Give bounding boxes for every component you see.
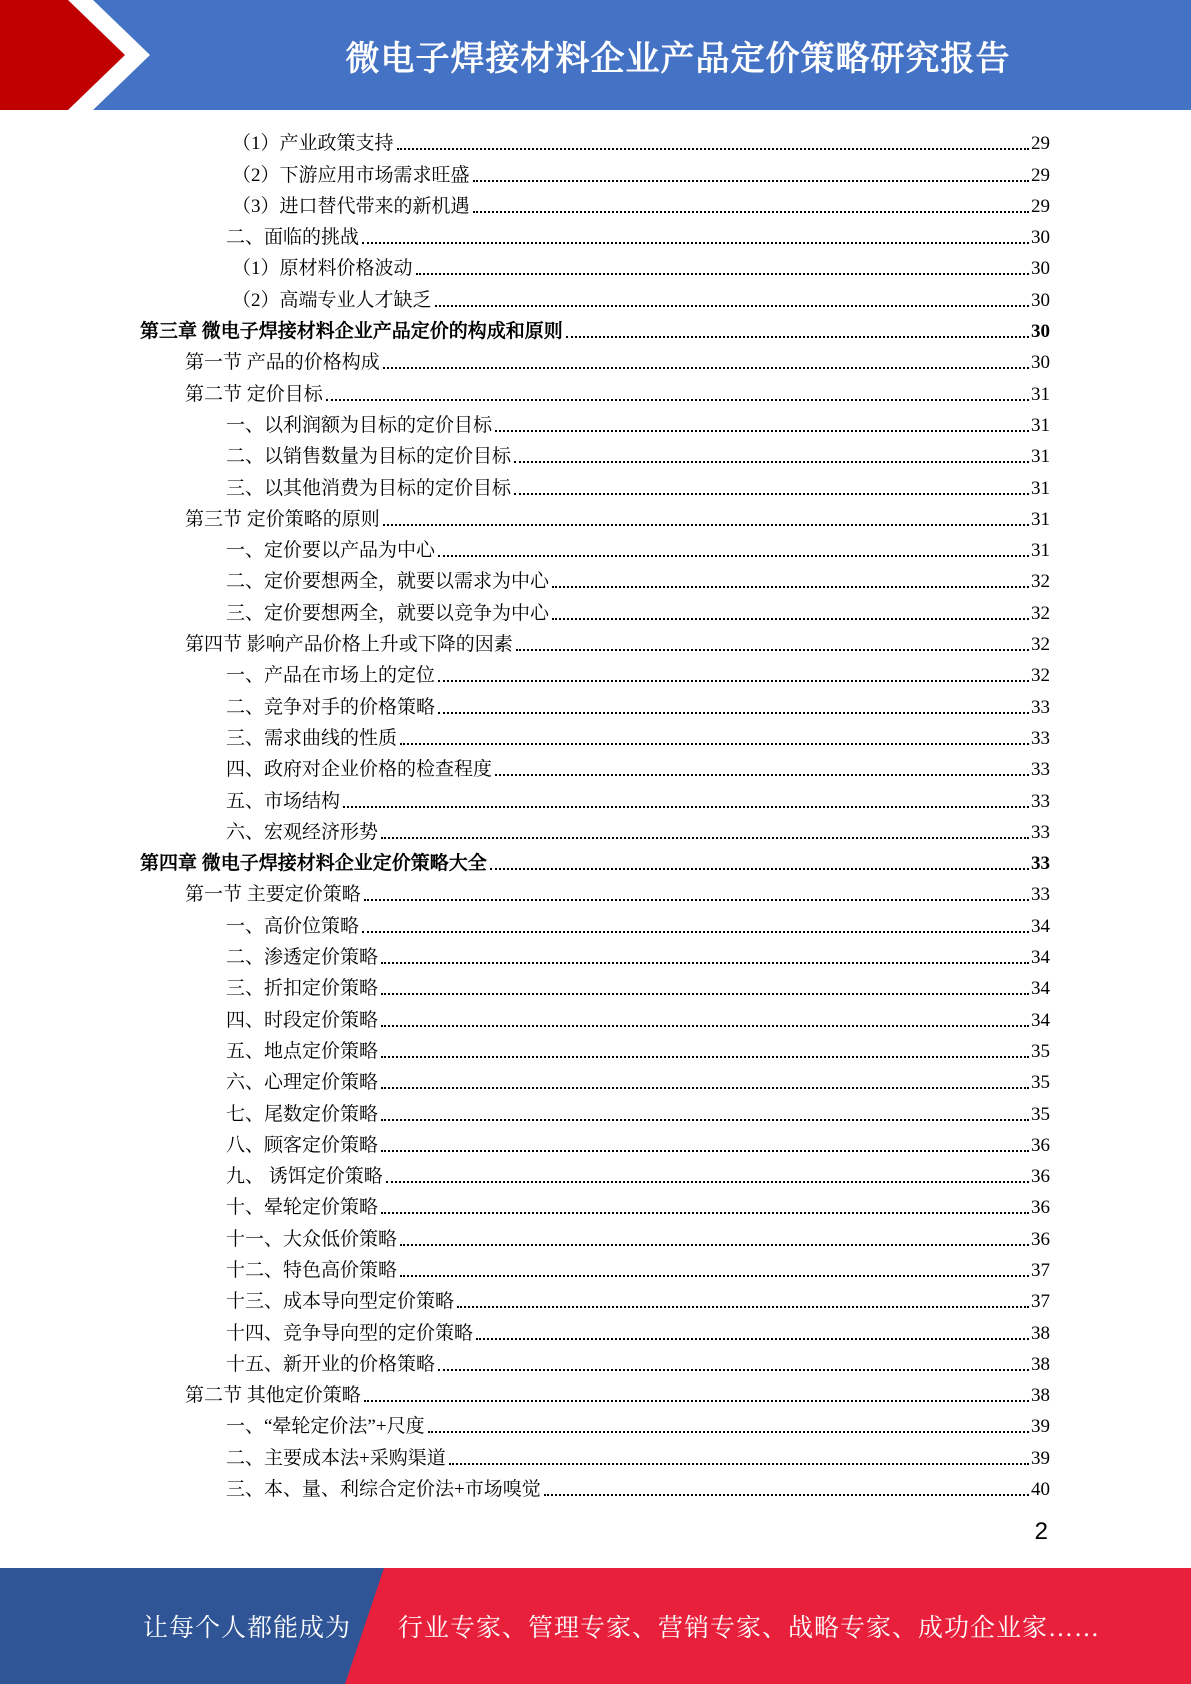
toc-dot-leader	[449, 1463, 1029, 1465]
toc-entry[interactable]	[140, 1002, 1050, 1033]
toc-dot-leader	[381, 1025, 1029, 1027]
toc-entry-page: 38	[1031, 1385, 1050, 1407]
toc-entry-label: 八、顾客定价策略	[226, 1134, 379, 1156]
toc-dot-leader	[381, 1056, 1029, 1058]
toc-entry[interactable]	[140, 1409, 1050, 1440]
toc-entry-label: 十二、特色高价策略	[226, 1259, 398, 1281]
toc-entry-page: 33	[1031, 853, 1050, 875]
toc-dot-leader	[566, 336, 1029, 338]
toc-dot-leader	[326, 399, 1029, 401]
toc-entry-page: 30	[1031, 258, 1050, 280]
toc-entry[interactable]	[140, 1034, 1050, 1065]
toc-entry-label: 第二节 其他定价策略	[185, 1385, 361, 1407]
toc-entry-label: 二、定价要想两全，就要以需求为中心	[226, 571, 550, 593]
toc-entry-label: 三、折扣定价策略	[226, 978, 379, 1000]
toc-entry[interactable]	[140, 689, 1050, 720]
toc-entry-label: 二、竞争对手的价格策略	[226, 696, 436, 718]
toc-entry-page: 33	[1031, 884, 1050, 906]
toc-entry-page: 30	[1031, 321, 1050, 343]
toc-entry-page: 33	[1031, 790, 1050, 812]
toc-entry-label: 三、以其他消费为目标的定价目标	[226, 477, 512, 499]
toc-dot-leader	[397, 148, 1029, 150]
toc-entry[interactable]	[140, 1315, 1050, 1346]
toc-entry[interactable]	[140, 1190, 1050, 1221]
toc-dot-leader	[516, 649, 1029, 651]
toc-entry-label: 十四、竞争导向型的定价策略	[226, 1322, 474, 1344]
table-of-contents	[140, 126, 1050, 1503]
toc-entry[interactable]	[140, 1221, 1050, 1252]
toc-dot-leader	[495, 774, 1029, 776]
toc-entry-label: （1）产业政策支持	[232, 133, 394, 155]
toc-entry-label: 四、时段定价策略	[226, 1009, 379, 1031]
toc-entry-page: 36	[1031, 1197, 1050, 1219]
toc-entry-page: 33	[1031, 759, 1050, 781]
toc-entry-page: 34	[1031, 1009, 1050, 1031]
toc-entry-label: 十、晕轮定价策略	[226, 1197, 379, 1219]
toc-dot-leader	[438, 712, 1029, 714]
toc-entry-page: 38	[1031, 1353, 1050, 1375]
toc-entry-label: 二、面临的挑战	[226, 227, 360, 249]
toc-entry-label: 六、心理定价策略	[226, 1072, 379, 1094]
page-footer	[0, 1568, 1191, 1684]
toc-entry-page: 34	[1031, 947, 1050, 969]
toc-entry-label: 二、以销售数量为目标的定价目标	[226, 446, 512, 468]
footer-slogan-left: 让每个人都能成为	[143, 1615, 352, 1642]
toc-dot-leader	[386, 1181, 1029, 1183]
toc-entry-page: 35	[1031, 1040, 1050, 1062]
toc-entry-label: （3）进口替代带来的新机遇	[232, 195, 470, 217]
toc-entry-label: 四、政府对企业价格的检查程度	[226, 759, 493, 781]
toc-entry[interactable]	[140, 533, 1050, 564]
toc-entry-label: 第四节 影响产品价格上升或下降的因素	[185, 634, 513, 656]
toc-entry-page: 32	[1031, 571, 1050, 593]
toc-entry-page: 29	[1031, 195, 1050, 217]
toc-entry-page: 36	[1031, 1134, 1050, 1156]
toc-entry-page: 33	[1031, 727, 1050, 749]
toc-dot-leader	[473, 180, 1029, 182]
toc-entry[interactable]	[140, 1284, 1050, 1315]
toc-entry-page: 30	[1031, 227, 1050, 249]
toc-entry-label: 一、以利润额为目标的定价目标	[226, 414, 493, 436]
toc-entry[interactable]	[140, 1065, 1050, 1096]
toc-entry[interactable]	[140, 1347, 1050, 1378]
toc-entry-page: 31	[1031, 508, 1050, 530]
toc-entry-label: 第四章 微电子焊接材料企业定价策略大全	[140, 853, 487, 875]
toc-entry[interactable]	[140, 1159, 1050, 1190]
toc-entry-page: 40	[1031, 1479, 1050, 1501]
toc-entry[interactable]	[140, 1128, 1050, 1159]
toc-entry[interactable]	[140, 627, 1050, 658]
toc-entry[interactable]	[140, 908, 1050, 939]
toc-entry-label: （2）下游应用市场需求旺盛	[232, 164, 470, 186]
toc-dot-leader	[381, 1212, 1029, 1214]
toc-entry-page: 32	[1031, 634, 1050, 656]
toc-entry-page: 39	[1031, 1416, 1050, 1438]
toc-entry[interactable]	[140, 345, 1050, 376]
toc-entry-page: 31	[1031, 540, 1050, 562]
toc-entry[interactable]	[140, 189, 1050, 220]
toc-entry[interactable]	[140, 282, 1050, 313]
toc-entry-page: 31	[1031, 414, 1050, 436]
toc-entry-label: 十三、成本导向型定价策略	[226, 1291, 455, 1313]
toc-entry[interactable]	[140, 815, 1050, 846]
toc-entry-label: 三、本、量、利综合定价法+市场嗅觉	[226, 1479, 541, 1501]
toc-entry-label: 第一节 主要定价策略	[185, 884, 361, 906]
toc-dot-leader	[490, 868, 1029, 870]
toc-dot-leader	[400, 1244, 1029, 1246]
toc-entry[interactable]	[140, 220, 1050, 251]
toc-entry-page: 36	[1031, 1228, 1050, 1250]
toc-entry[interactable]	[140, 1472, 1050, 1503]
toc-entry-label: 十五、新开业的价格策略	[226, 1353, 436, 1375]
toc-dot-leader	[381, 837, 1029, 839]
toc-entry[interactable]	[140, 439, 1050, 470]
toc-dot-leader	[435, 305, 1029, 307]
toc-entry[interactable]	[140, 126, 1050, 157]
toc-entry[interactable]	[140, 251, 1050, 282]
toc-entry[interactable]	[140, 408, 1050, 439]
toc-dot-leader	[381, 1150, 1029, 1152]
toc-entry-label: 第三章 微电子焊接材料企业产品定价的构成和原则	[140, 321, 563, 343]
toc-entry-label: 五、地点定价策略	[226, 1040, 379, 1062]
toc-dot-leader	[438, 555, 1029, 557]
toc-entry-label: 一、定价要以产品为中心	[226, 540, 436, 562]
toc-dot-leader	[438, 1369, 1029, 1371]
footer-slogan-right: 行业专家、管理专家、营销专家、战略专家、成功企业家……	[398, 1615, 1101, 1642]
toc-entry-page: 32	[1031, 665, 1050, 687]
toc-entry-page: 33	[1031, 696, 1050, 718]
toc-dot-leader	[381, 962, 1029, 964]
toc-entry-page: 30	[1031, 289, 1050, 311]
toc-entry-page: 32	[1031, 602, 1050, 624]
toc-dot-leader	[514, 461, 1029, 463]
toc-entry-label: 二、主要成本法+采购渠道	[226, 1447, 446, 1469]
toc-entry-label: 二、渗透定价策略	[226, 947, 379, 969]
toc-entry-page: 31	[1031, 446, 1050, 468]
toc-entry[interactable]	[140, 1440, 1050, 1471]
toc-dot-leader	[381, 993, 1029, 995]
toc-entry[interactable]	[140, 470, 1050, 501]
toc-entry-page: 36	[1031, 1166, 1050, 1188]
toc-dot-leader	[383, 367, 1029, 369]
toc-entry-page: 31	[1031, 477, 1050, 499]
toc-entry-page: 35	[1031, 1103, 1050, 1125]
toc-entry-label: 第三节 定价策略的原则	[185, 508, 380, 530]
toc-entry-page: 30	[1031, 352, 1050, 374]
toc-dot-leader	[364, 1400, 1029, 1402]
toc-entry-page: 35	[1031, 1072, 1050, 1094]
toc-dot-leader	[343, 806, 1029, 808]
toc-dot-leader	[400, 1275, 1029, 1277]
toc-entry[interactable]	[140, 846, 1050, 877]
toc-entry[interactable]	[140, 157, 1050, 188]
toc-entry[interactable]	[140, 595, 1050, 626]
toc-dot-leader	[552, 618, 1029, 620]
toc-entry-page: 33	[1031, 821, 1050, 843]
toc-entry-label: 九、 诱饵定价策略	[226, 1166, 383, 1188]
toc-entry[interactable]	[140, 376, 1050, 407]
toc-entry-page: 31	[1031, 383, 1050, 405]
toc-entry-label: （2）高端专业人才缺乏	[232, 289, 432, 311]
toc-dot-leader	[514, 493, 1029, 495]
toc-entry-page: 29	[1031, 164, 1050, 186]
toc-entry-page: 29	[1031, 133, 1050, 155]
toc-entry-page: 34	[1031, 915, 1050, 937]
toc-entry[interactable]	[140, 658, 1050, 689]
toc-entry-label: （1）原材料价格波动	[232, 258, 413, 280]
toc-dot-leader	[476, 1338, 1029, 1340]
toc-dot-leader	[473, 211, 1029, 213]
toc-dot-leader	[552, 586, 1029, 588]
toc-entry-page: 38	[1031, 1322, 1050, 1344]
toc-dot-leader	[381, 1087, 1029, 1089]
toc-dot-leader	[381, 1119, 1029, 1121]
toc-entry[interactable]	[140, 971, 1050, 1002]
toc-entry-label: 一、产品在市场上的定位	[226, 665, 436, 687]
toc-entry[interactable]	[140, 564, 1050, 595]
toc-entry[interactable]	[140, 877, 1050, 908]
toc-entry[interactable]	[140, 783, 1050, 814]
toc-entry[interactable]	[140, 1096, 1050, 1127]
toc-entry-label: 一、“晕轮定价法”+尺度	[226, 1416, 425, 1438]
page-number: 2	[1034, 1518, 1048, 1545]
toc-entry[interactable]	[140, 721, 1050, 752]
toc-dot-leader	[416, 273, 1029, 275]
page-header	[0, 0, 1191, 110]
document-title: 微电子焊接材料企业产品定价策略研究报告	[345, 38, 1011, 79]
toc-entry-label: 七、尾数定价策略	[226, 1103, 379, 1125]
toc-entry-page: 39	[1031, 1447, 1050, 1469]
toc-entry-label: 六、宏观经济形势	[226, 821, 379, 843]
toc-dot-leader	[362, 931, 1029, 933]
toc-entry-label: 五、市场结构	[226, 790, 341, 812]
toc-entry-label: 十一、大众低价策略	[226, 1228, 398, 1250]
toc-entry[interactable]	[140, 1378, 1050, 1409]
toc-entry-label: 三、定价要想两全，就要以竞争为中心	[226, 602, 550, 624]
toc-entry[interactable]	[140, 752, 1050, 783]
toc-dot-leader	[428, 1431, 1029, 1433]
toc-entry[interactable]	[140, 1253, 1050, 1284]
toc-dot-leader	[400, 743, 1029, 745]
toc-dot-leader	[544, 1494, 1029, 1496]
toc-dot-leader	[457, 1306, 1029, 1308]
toc-entry-page: 37	[1031, 1259, 1050, 1281]
toc-dot-leader	[438, 680, 1029, 682]
toc-entry-label: 第一节 产品的价格构成	[185, 352, 380, 374]
toc-entry-label: 三、需求曲线的性质	[226, 727, 398, 749]
toc-dot-leader	[362, 242, 1029, 244]
toc-entry[interactable]	[140, 314, 1050, 345]
toc-entry[interactable]	[140, 940, 1050, 971]
toc-entry-page: 34	[1031, 978, 1050, 1000]
toc-entry-label: 第二节 定价目标	[185, 383, 323, 405]
toc-dot-leader	[383, 524, 1029, 526]
toc-dot-leader	[364, 899, 1029, 901]
toc-entry[interactable]	[140, 502, 1050, 533]
toc-entry-page: 37	[1031, 1291, 1050, 1313]
toc-entry-label: 一、高价位策略	[226, 915, 360, 937]
toc-dot-leader	[495, 430, 1029, 432]
